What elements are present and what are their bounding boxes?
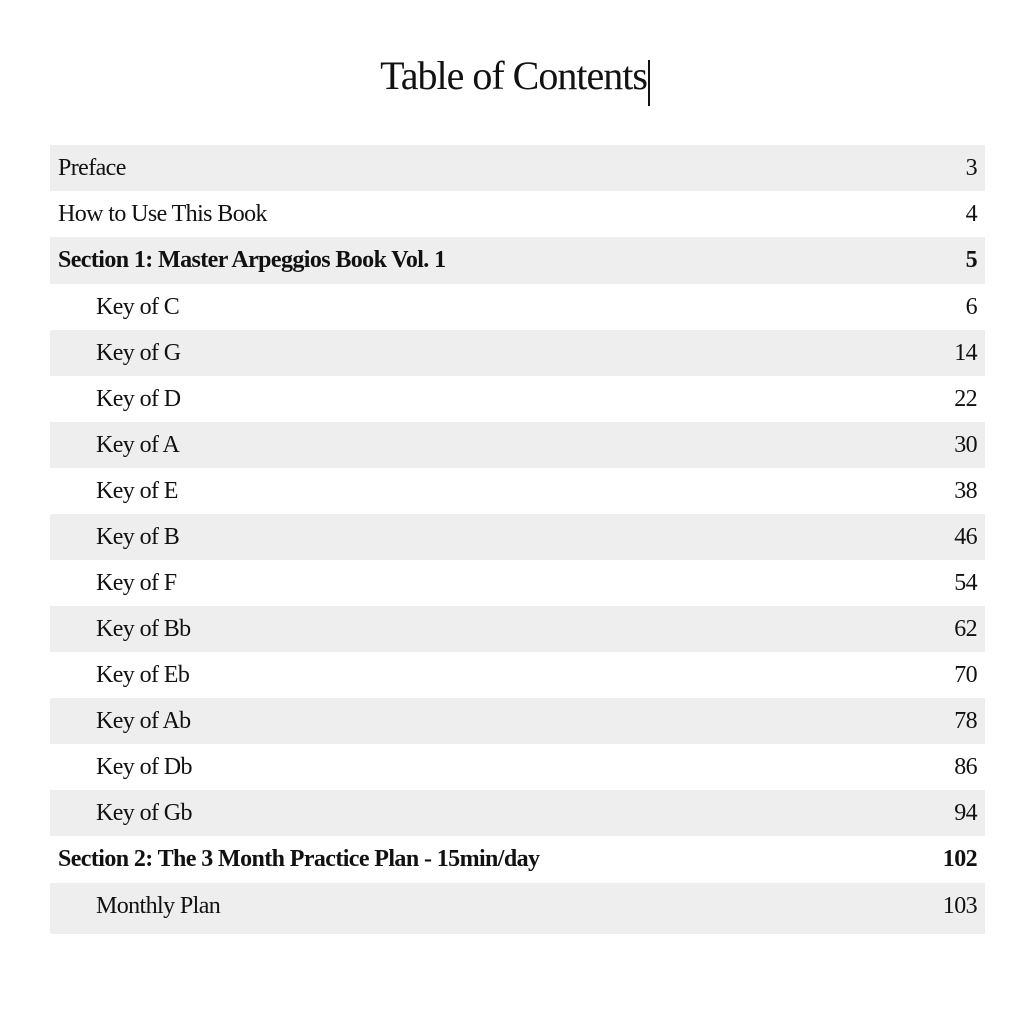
toc-entry-label: Monthly Plan <box>96 893 221 919</box>
toc-row[interactable] <box>50 883 985 934</box>
toc-row[interactable] <box>50 284 985 330</box>
toc-row[interactable] <box>50 514 985 560</box>
toc-page-number: 54 <box>954 569 977 596</box>
toc-page-number: 6 <box>965 293 977 320</box>
toc-row[interactable] <box>50 191 985 237</box>
toc-row[interactable] <box>50 422 985 468</box>
toc-entry-label: Key of Eb <box>96 661 190 688</box>
toc-entry-label: Key of Db <box>96 753 192 780</box>
toc-page-number: 38 <box>954 477 977 504</box>
toc-section-label: Section 1: Master Arpeggios Book Vol. 1 <box>58 247 446 273</box>
toc-row[interactable] <box>50 376 985 422</box>
text-cursor <box>648 60 650 106</box>
toc-page-number: 62 <box>954 615 977 642</box>
toc-entry-label: How to Use This Book <box>58 200 267 227</box>
toc-row[interactable] <box>50 652 985 698</box>
toc-page-number: 102 <box>942 846 977 872</box>
toc-page-number: 22 <box>954 385 977 412</box>
toc-section-row[interactable] <box>50 237 985 284</box>
table-of-contents <box>50 145 985 934</box>
toc-entry-label: Key of Bb <box>96 615 191 642</box>
toc-page-number: 103 <box>942 893 977 919</box>
toc-section-row[interactable] <box>50 836 985 883</box>
toc-entry-label: Key of E <box>96 477 178 504</box>
toc-page-number: 78 <box>954 707 977 734</box>
toc-entry-label: Preface <box>58 154 126 181</box>
toc-row[interactable] <box>50 468 985 514</box>
toc-entry-label: Key of F <box>96 569 177 596</box>
toc-page-number: 70 <box>954 661 977 688</box>
toc-entry-label: Key of Gb <box>96 799 192 826</box>
toc-entry-label: Key of C <box>96 293 180 320</box>
toc-section-label: Section 2: The 3 Month Practice Plan - 15min/day <box>58 846 540 872</box>
toc-entry-label: Key of B <box>96 523 180 550</box>
toc-page-number: 94 <box>954 799 977 826</box>
toc-entry-label: Key of A <box>96 431 180 458</box>
toc-page-number: 46 <box>954 523 977 550</box>
toc-entry-label: Key of Ab <box>96 707 191 734</box>
toc-row[interactable] <box>50 790 985 836</box>
toc-page-number: 86 <box>954 753 977 780</box>
toc-row[interactable] <box>50 145 985 191</box>
toc-page-number: 4 <box>965 200 977 227</box>
document-title[interactable]: Table of Contents <box>380 53 647 98</box>
toc-entry-label: Key of G <box>96 339 181 366</box>
toc-entry-label: Key of D <box>96 385 181 412</box>
toc-row[interactable] <box>50 744 985 790</box>
title-area <box>0 48 1030 104</box>
toc-page-number: 3 <box>965 154 977 181</box>
toc-row[interactable] <box>50 330 985 376</box>
toc-page-number: 30 <box>954 431 977 458</box>
toc-row[interactable] <box>50 560 985 606</box>
toc-page-number: 14 <box>954 339 977 366</box>
toc-row[interactable] <box>50 606 985 652</box>
toc-page-number: 5 <box>965 247 977 273</box>
toc-row[interactable] <box>50 698 985 744</box>
